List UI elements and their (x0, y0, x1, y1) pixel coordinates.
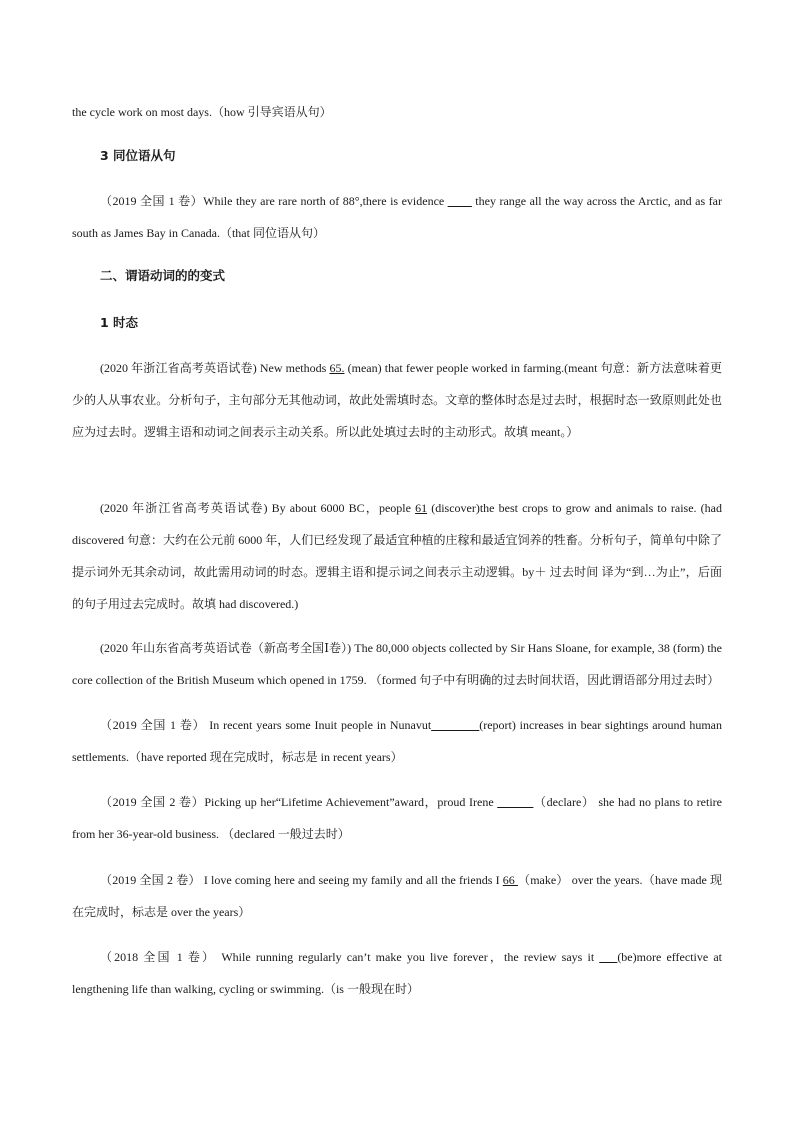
answer-blank: 66 (502, 873, 518, 887)
paragraph-2018-q1-be (72, 941, 722, 1005)
heading-appositive-clause: 3 同位语从句 (100, 148, 176, 163)
paragraph-zhejiang-65 (72, 352, 722, 448)
text: (2020 年浙江省高考英语试卷) New methods (100, 361, 330, 375)
heading-tense: 1 时态 (100, 315, 139, 330)
paragraph-2019-q1-appositive (72, 185, 722, 249)
text: (2020 年浙江省高考英语试卷) By about 6000 BC，people (100, 501, 416, 515)
text: (report) increases in bear sightings around human settlements.（have reported 现在完成时，标志是 in recent years） (72, 718, 722, 764)
text: （make） over the years.（have made 现在完成时，标志是 over the years） (72, 873, 722, 919)
text: （2018 全国 1 卷） While running regularly can’t make you live forever，the review says it (100, 950, 600, 964)
text: （2019 全国 2 卷）Picking up her“Lifetime Achievement”award，proud Irene (100, 795, 498, 809)
text: (discover)the best crops to grow and animals to raise. (had discovered 句意：大约在公元前 6000 年，人们已经发现了最适宜种植的庄稼和最适宜饲养的牲畜。分析句子，简单句中除了提示词外无其余动词，故此需用动词的时态。逻辑主语和提示词之间表示主动逻辑。by＋ 过去时间 译为“到…为止”，后面的句子用过去完成时。故填 had discovered.) (72, 501, 722, 611)
text: they range all the way across the Arctic, and as far south as James Bay in Canada.（that 同位语从句） (72, 194, 722, 240)
answer-blank: ____ (447, 194, 472, 208)
paragraph-2019-q1-report (72, 709, 722, 773)
paragraph-zhejiang-61 (72, 492, 722, 620)
answer-blank: 65. (329, 361, 345, 375)
text: (mean) that fewer people worked in farming.(meant 句意：新方法意味着更少的人从事农业。分析句子，主句部分无其他动词，故此处需填时态。文章的整体时态是过去时，根据时态一致原则此处也应为过去时。逻辑主语和动词之间表示主动关系。所以此处填过去时的主动形式。故填 meant。） (72, 361, 722, 439)
text: （declare） she had no plans to retire from her 36-year-old business. （declared 一般过去时） (72, 795, 722, 841)
paragraph-shandong-38 (72, 632, 722, 696)
text: (2020 年山东省高考英语试卷（新高考全国Ⅰ卷）) The 80,000 objects collected by Sir Hans Sloane, for example, 38 (form) the core collection of the British Museum which opened in 1759. （formed 句子中有明确的过去时间状语，因此谓语部分用过去时） (72, 641, 722, 687)
paragraph-2019-q2-declare (72, 786, 722, 850)
text: （2019 全国 1 卷） In recent years some Inuit people in Nunavut (100, 718, 432, 732)
answer-blank: ______ (497, 795, 534, 809)
answer-blank: 61 (415, 501, 428, 515)
text: (be)more effective at lengthening life than walking, cycling or swimming.（is 一般现在时） (72, 950, 722, 996)
answer-blank: ________ (431, 718, 480, 732)
answer-blank: ___ (599, 950, 618, 964)
paragraph-cycle (72, 96, 722, 128)
text: the cycle work on most days.（how 引导宾语从句） (72, 105, 332, 119)
heading-section-2: 二、谓语动词的的变式 (100, 268, 226, 283)
text: （2019 全国 2 卷） I love coming here and seeing my family and all the friends I (100, 873, 503, 887)
paragraph-2019-q2-make (72, 864, 722, 928)
text: （2019 全国 1 卷）While they are rare north of 88°,there is evidence (100, 194, 448, 208)
